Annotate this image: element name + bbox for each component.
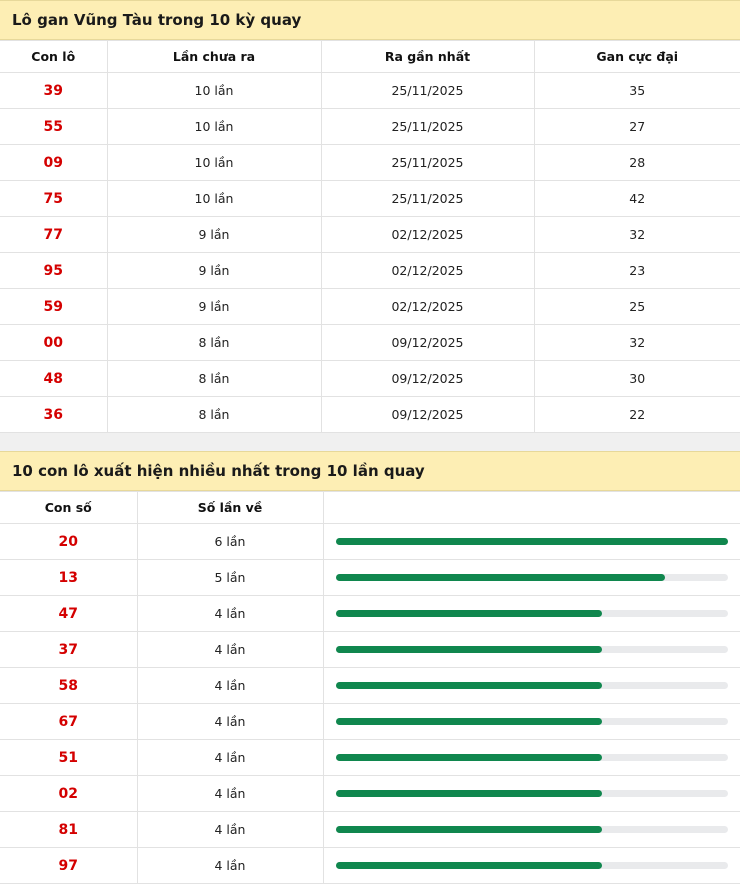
bar-fill: [336, 862, 603, 869]
cell-con-lo: 48: [0, 361, 107, 397]
bar-track: [336, 538, 729, 545]
column-header-con-lo: Con lô: [0, 41, 107, 73]
cell-con-so: 51: [0, 740, 137, 776]
cell-con-lo: 39: [0, 73, 107, 109]
bar-track: [336, 862, 729, 869]
cell-gan-cuc-dai: 30: [534, 361, 740, 397]
table-row: [0, 704, 740, 740]
cell-gan-cuc-dai: 32: [534, 325, 740, 361]
cell-lan-chua-ra: 9 lần: [107, 217, 321, 253]
cell-con-lo: 77: [0, 217, 107, 253]
bar-fill: [336, 790, 603, 797]
bar-fill: [336, 826, 603, 833]
cell-con-lo: 09: [0, 145, 107, 181]
cell-so-lan-ve: 4 lần: [137, 740, 323, 776]
table-header-row: [0, 41, 740, 73]
cell-so-lan-ve: 4 lần: [137, 632, 323, 668]
cell-ra-gan-nhat: 02/12/2025: [321, 253, 534, 289]
cell-lan-chua-ra: 10 lần: [107, 73, 321, 109]
cell-bar: [323, 812, 740, 848]
cell-ra-gan-nhat: 25/11/2025: [321, 73, 534, 109]
cell-so-lan-ve: 4 lần: [137, 668, 323, 704]
cell-ra-gan-nhat: 09/12/2025: [321, 361, 534, 397]
cell-bar: [323, 740, 740, 776]
cell-so-lan-ve: 5 lần: [137, 560, 323, 596]
cell-bar: [323, 524, 740, 560]
table-row: [0, 325, 740, 361]
table-row: [0, 253, 740, 289]
cell-bar: [323, 560, 740, 596]
cell-bar: [323, 632, 740, 668]
cell-con-so: 47: [0, 596, 137, 632]
cell-con-so: 37: [0, 632, 137, 668]
cell-so-lan-ve: 6 lần: [137, 524, 323, 560]
cell-gan-cuc-dai: 22: [534, 397, 740, 433]
cell-gan-cuc-dai: 42: [534, 181, 740, 217]
cell-con-so: 97: [0, 848, 137, 884]
cell-so-lan-ve: 4 lần: [137, 812, 323, 848]
bar-fill: [336, 610, 603, 617]
cell-con-lo: 00: [0, 325, 107, 361]
bar-fill: [336, 574, 666, 581]
cell-lan-chua-ra: 9 lần: [107, 253, 321, 289]
cell-con-lo: 55: [0, 109, 107, 145]
bar-track: [336, 826, 729, 833]
cell-lan-chua-ra: 8 lần: [107, 325, 321, 361]
cell-gan-cuc-dai: 32: [534, 217, 740, 253]
table-row: [0, 109, 740, 145]
column-header-gan-cuc-dai: Gan cực đại: [534, 41, 740, 73]
bar-track: [336, 574, 729, 581]
cell-gan-cuc-dai: 35: [534, 73, 740, 109]
bar-fill: [336, 682, 603, 689]
cell-con-so: 67: [0, 704, 137, 740]
cell-bar: [323, 704, 740, 740]
bar-track: [336, 754, 729, 761]
table-row: [0, 632, 740, 668]
cell-so-lan-ve: 4 lần: [137, 596, 323, 632]
freq-table: [0, 491, 740, 884]
column-header-con-so: Con số: [0, 492, 137, 524]
cell-con-lo: 36: [0, 397, 107, 433]
table-row: [0, 560, 740, 596]
column-header-so-lan-ve: Số lần về: [137, 492, 323, 524]
cell-lan-chua-ra: 10 lần: [107, 109, 321, 145]
section-divider: [0, 433, 740, 451]
table-row: [0, 289, 740, 325]
cell-ra-gan-nhat: 02/12/2025: [321, 289, 534, 325]
cell-gan-cuc-dai: 27: [534, 109, 740, 145]
cell-so-lan-ve: 4 lần: [137, 704, 323, 740]
cell-lan-chua-ra: 10 lần: [107, 181, 321, 217]
table-row: [0, 217, 740, 253]
cell-con-lo: 59: [0, 289, 107, 325]
cell-lan-chua-ra: 8 lần: [107, 397, 321, 433]
cell-lan-chua-ra: 8 lần: [107, 361, 321, 397]
cell-con-so: 02: [0, 776, 137, 812]
cell-gan-cuc-dai: 25: [534, 289, 740, 325]
cell-bar: [323, 596, 740, 632]
cell-gan-cuc-dai: 23: [534, 253, 740, 289]
bar-track: [336, 682, 729, 689]
gan-section-title: Lô gan Vũng Tàu trong 10 kỳ quay: [0, 0, 740, 40]
table-row: [0, 397, 740, 433]
cell-ra-gan-nhat: 25/11/2025: [321, 181, 534, 217]
cell-con-lo: 95: [0, 253, 107, 289]
bar-fill: [336, 538, 729, 545]
table-row: [0, 524, 740, 560]
cell-bar: [323, 776, 740, 812]
cell-con-so: 58: [0, 668, 137, 704]
cell-con-so: 13: [0, 560, 137, 596]
column-header-bar: [323, 492, 740, 524]
cell-gan-cuc-dai: 28: [534, 145, 740, 181]
cell-lan-chua-ra: 9 lần: [107, 289, 321, 325]
freq-section-title: 10 con lô xuất hiện nhiều nhất trong 10 lần quay: [0, 451, 740, 491]
cell-ra-gan-nhat: 09/12/2025: [321, 325, 534, 361]
cell-so-lan-ve: 4 lần: [137, 776, 323, 812]
table-row: [0, 361, 740, 397]
table-row: [0, 181, 740, 217]
cell-lan-chua-ra: 10 lần: [107, 145, 321, 181]
bar-track: [336, 790, 729, 797]
bar-track: [336, 718, 729, 725]
gan-table: [0, 40, 740, 433]
cell-con-so: 81: [0, 812, 137, 848]
column-header-ra-gan-nhat: Ra gần nhất: [321, 41, 534, 73]
bar-fill: [336, 754, 603, 761]
table-row: [0, 848, 740, 884]
cell-bar: [323, 668, 740, 704]
cell-ra-gan-nhat: 25/11/2025: [321, 145, 534, 181]
cell-con-lo: 75: [0, 181, 107, 217]
table-row: [0, 73, 740, 109]
table-row: [0, 740, 740, 776]
column-header-lan-chua-ra: Lần chưa ra: [107, 41, 321, 73]
cell-con-so: 20: [0, 524, 137, 560]
cell-ra-gan-nhat: 02/12/2025: [321, 217, 534, 253]
table-row: [0, 596, 740, 632]
cell-ra-gan-nhat: 09/12/2025: [321, 397, 534, 433]
cell-ra-gan-nhat: 25/11/2025: [321, 109, 534, 145]
bar-fill: [336, 718, 603, 725]
table-row: [0, 668, 740, 704]
cell-so-lan-ve: 4 lần: [137, 848, 323, 884]
bar-track: [336, 610, 729, 617]
bar-track: [336, 646, 729, 653]
table-row: [0, 776, 740, 812]
table-row: [0, 145, 740, 181]
cell-bar: [323, 848, 740, 884]
table-header-row: [0, 492, 740, 524]
bar-fill: [336, 646, 603, 653]
table-row: [0, 812, 740, 848]
